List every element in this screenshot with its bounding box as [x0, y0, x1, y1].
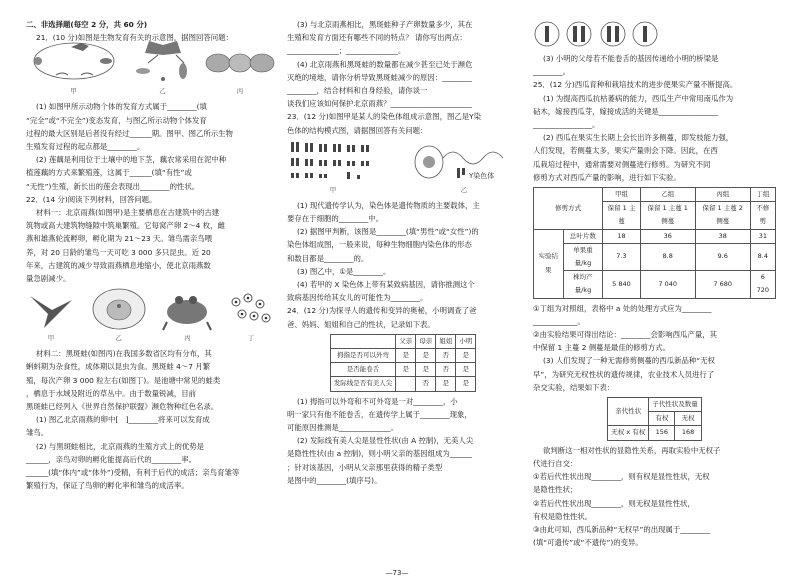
fig-label-ding: 丁 [247, 334, 255, 343]
q23-line: (1) 现代遗传学认为，染色体是遗传物质的主要载体，主 [297, 200, 480, 210]
q23-line: 要存在于细胞的________中。 [287, 214, 384, 224]
q25-line: ①若后代性状出现________，则有权是显性性状，无权 [533, 472, 710, 482]
table-cell: 36 [640, 229, 695, 243]
q22-text-c [287, 18, 519, 110]
table-cell: 否 [416, 377, 436, 391]
fig-label-jia: 甲 [47, 334, 55, 343]
table-cell: 7 040 [640, 271, 695, 298]
table-header-cell: 丁组 [750, 188, 775, 202]
fig-label-bing: 丙 [236, 87, 244, 96]
table-cell: 实验结果 [534, 229, 564, 298]
q23-line: (4) 若甲的 X 染色体上带有某致病基因，请你推测这个 [297, 280, 475, 290]
q22-text-b [26, 347, 276, 492]
q25-line: (1) 为提高西瓜抗枯萎病的能力，西瓜生产中常用南瓜作为 [543, 93, 734, 103]
fig-label-bing: 丙 [184, 334, 191, 343]
y-chromosome-figure [409, 138, 519, 197]
q25-line: 代进行自交： [533, 458, 578, 468]
q24-line: (2) 发际线有美人尖是显性性状(由 A 控制)，无美人尖 [297, 436, 474, 446]
table-cell: 拇指是否可以外弯 [330, 349, 396, 363]
q25-line: 早”，为研究无权性状的遗传规律，农业技术人员进行了 [533, 369, 715, 379]
q21-line: “完全”或“不完全”)变态发育，与图乙所示动物个体发育 [26, 115, 207, 125]
q21-line: “无性”)生殖，新长出的莲会表现出________的性状。 [26, 181, 200, 191]
table-cell: 是 [396, 363, 416, 377]
table-cell: 156 [649, 426, 675, 440]
table-cell: 否 [436, 363, 456, 377]
q23-figure [287, 139, 519, 197]
q25-line: ________________。 [533, 120, 600, 130]
q21-text-b [26, 100, 276, 192]
table-header-cell: 亲代性状 [608, 398, 649, 426]
q22-line: 黑斑蛙已经列入《世界自然保护联盟》濒危物种红色名录。 [26, 402, 219, 412]
table-cell: 6 720 [750, 271, 775, 298]
q22-line: ______________；______________。 [287, 46, 406, 56]
table-cell: 是 [396, 349, 416, 363]
table-header-cell: 无权 [675, 412, 701, 426]
table-cell: 否 [436, 349, 456, 363]
butterfly-life-cycle-figure [128, 37, 198, 98]
table-header-cell: 丙组 [695, 188, 750, 202]
table-cell: 保留 1 主蔓 [603, 202, 640, 229]
q24-line: 明一家只有他不能卷舌，在遗传学上属于________现象， [287, 409, 472, 419]
table-row [608, 398, 701, 412]
q21-line: 21．(10 分)如图是生物发育有关的示意图，据图回答问题： [36, 33, 233, 43]
table-row [534, 229, 776, 243]
q23-intro [287, 110, 519, 136]
q22-line: 雏鸟。 [26, 428, 49, 438]
frog-eggs-figure [226, 288, 276, 345]
q24-line: ________。 [533, 67, 570, 77]
frog-figure [161, 288, 213, 345]
q25-line: 是隐性性状； [533, 485, 578, 495]
q22-line: 殖，每次产卵 3 000 粒左右(如图丁)。是池塘中常见的蛙类 [26, 375, 221, 385]
q23-line: 色体的结构模式图，请据图回答有关问题： [287, 125, 428, 135]
table-cell: 7 680 [695, 271, 750, 298]
q23-line: (2) 据图甲判断，该图是________(填“男性”或“女性”)的 [297, 227, 479, 237]
table-cell: 是 [416, 349, 436, 363]
table-cell: 168 [675, 426, 701, 440]
table-cell: 不修剪 [750, 202, 775, 229]
q25-line: 杂交实验，结果如下表： [533, 382, 615, 392]
fig-label-yi: 乙 [115, 334, 122, 343]
table-cell: 9.6 [695, 243, 750, 270]
pruning-experiment-table [533, 187, 776, 299]
q25-text-a [533, 78, 776, 184]
table-header-cell: 有权 [649, 412, 675, 426]
q22-line: (1) 图乙北京雨燕的卵中[ ]________将来可以发育成 [36, 415, 210, 425]
table-cell: 18 [603, 229, 640, 243]
column-left [26, 18, 276, 492]
q23-line: 和数目都是________的。 [287, 253, 369, 263]
fig-label-jia: 甲 [329, 185, 337, 194]
q22-line: 蝌蚪期为杂食性，成体期以昆虫为食。黑斑蛙 4～7 月繁 [26, 362, 211, 372]
table-header-cell: 小明 [456, 334, 476, 348]
q24-continuation [533, 52, 776, 78]
table-cell: 是 [456, 363, 476, 377]
q24-line: 可能原因推测是______________。 [287, 423, 398, 433]
table-cell: 8.4 [750, 243, 775, 270]
table-cell: 是 [456, 377, 476, 391]
swift-figure [26, 288, 76, 345]
q21-line: 生殖发育过程的起点都是________。 [26, 142, 145, 152]
q25-line: 有权是隐性性状。 [533, 511, 593, 521]
q23-line: (3) 图乙中，①是________。 [297, 266, 391, 276]
table-row [534, 271, 776, 298]
q25-line: ③由此可知，西瓜新品种“无权早”的出现属于________ [533, 524, 710, 534]
q22-line: 材料二：黑斑蛙(如图丙)在我国多数省区均有分布，其 [36, 349, 212, 359]
table-cell: 株均产量/kg [563, 271, 603, 298]
q25-line: 砧木，嫁接西瓜芽，嫁接成活的关键是________________ [533, 106, 718, 116]
q25-line: 欲判断这一相对性状的显隐性关系，再取实验中无权子 [543, 445, 721, 455]
q25-line: 中保留 1 主蔓 2 侧蔓是最佳的修剪方式。 [533, 343, 671, 353]
table-row [534, 188, 776, 202]
q25-text-c [533, 444, 776, 550]
q22-line: ______，亲鸟对卵的孵化能提高后代的________率。 [26, 454, 196, 464]
q24-line: 爸、妈妈、姐姐和自己的性状，记录如下表。 [287, 319, 435, 329]
q22-figure [26, 287, 276, 345]
q22-line: ，栖息于水域及附近的草丛中。由于数量锐减，目前 [26, 388, 196, 398]
table-header-cell [330, 334, 396, 348]
q25-line: 25．(12 分)西瓜育种和栽培技术的进步使果实产量不断提高。 [533, 80, 738, 90]
lotus-root-figure [204, 37, 276, 98]
trait-survey-table [330, 334, 477, 392]
q24-line: 是图中的________(填序号)。 [287, 475, 382, 485]
q25-line: ②由实验结果可得出结论：________会影响西瓜产量，其 [533, 330, 718, 340]
fig-label-yi: 乙 [460, 185, 468, 194]
q22-line: (2) 与黑斑蛙相比，北京雨燕的生殖方式上的优势是 [36, 441, 205, 451]
cross-result-table [607, 397, 701, 441]
q24-line: (1) 拇指可以外弯和不可外弯是一对________，小 [297, 396, 458, 406]
q25-line: 修剪方式对西瓜产量的影响，进行如下实验。 [533, 172, 681, 182]
table-row [330, 349, 476, 363]
table-cell: 是否能卷舌 [330, 363, 396, 377]
q22-line: 生殖和发育方面还有哪些不同的特点？ 请你写出两点： [287, 33, 467, 43]
q25-line: (2) 西瓜在果实生长期上会长出许多侧蔓，即发枝能力强， [543, 133, 734, 143]
table-cell: 总叶片数 [563, 229, 603, 243]
table-cell: 是 [456, 349, 476, 363]
y-chromosome-label: Y染色体 [469, 171, 495, 180]
q23-questions [287, 199, 519, 305]
table-header-cell: 母亲 [416, 334, 436, 348]
q22-line: 年来，古建筑的减少导致雨燕栖息地缩小，使北京雨燕数 [26, 260, 211, 270]
q22-line: 燕和雄燕轮流孵卵，孵化期为 21～23 天。雏鸟需亲鸟喂 [26, 234, 213, 244]
q22-line: 量急剧减少。 [26, 274, 71, 284]
table-cell: 7.3 [603, 243, 640, 270]
table-header-cell: 乙组 [640, 188, 695, 202]
q25-line: 人们发现，若侧蔓太多，果实产量则会下降。因此，在西 [533, 146, 718, 156]
table-row [330, 377, 476, 391]
q22-line: ______(填“体内”或“体外”)受精，有利于后代的成活；亲鸟育雏等 [26, 468, 240, 478]
q22-line: 繁殖行为，保证了鸟卵的孵化率和雏鸟的成活率。 [26, 481, 189, 491]
q25-line: (填“可遗传”或“不遗传”)的变异。 [533, 538, 643, 548]
table-cell: 31 [750, 229, 775, 243]
q24-questions [287, 395, 519, 487]
q24-line: 是隐性性状(由 a 控制)，则小明父亲的基因组成为______ [287, 449, 472, 459]
q22-line: (4) 北京雨燕和黑斑蛙的数量都在减少甚至已处于濒危 [297, 59, 473, 69]
q25-line: 瓜栽培过程中，通常需要对侧蔓进行修剪。为研究不同 [533, 159, 711, 169]
table-header-cell: 甲组 [603, 188, 640, 202]
table-header-cell: 父亲 [396, 334, 416, 348]
table-cell: 是 [436, 377, 456, 391]
q22-text-a [26, 193, 276, 285]
q21-line: 植莲藕的方式来繁殖莲，这属于______(填“有性”或 [26, 168, 192, 178]
table-cell: 5 840 [603, 271, 640, 298]
page-number: —73— [385, 569, 409, 577]
frog-life-cycle-figure [26, 37, 121, 98]
q25-line: ①丁组为对照组，表格中 a 处的处理方式应为________ [533, 303, 712, 313]
q25-line: ____________。 [533, 316, 585, 326]
q22-line: ________，结合材料和自身经验，请你谈一 [287, 86, 428, 96]
q22-line: 22．(14 分)阅读下列材料，回答问题。 [26, 194, 157, 204]
q25-line: ②若后代性状出现________，则无权是显性性状， [533, 498, 695, 508]
table-cell: 单果重量/kg [563, 243, 603, 270]
q24-line: (3) 小明的父母若不能卷舌的基因传递给小明的桥梁是 [543, 54, 719, 63]
q25-line: (3) 人们发现了一种无需修剪侧蔓的西瓜新品种“无权 [543, 356, 715, 366]
q22-line: 养，对 20 日龄的雏鸟一天可吃 3 000 多只昆虫。近 20 [26, 247, 211, 257]
table-cell: 38 [695, 229, 750, 243]
table-cell: 保留 1 主蔓 2 侧蔓 [695, 202, 750, 229]
table-cell: 无权 x 有权 [608, 426, 649, 440]
q24-line: ；针对该基因，小明从父亲那里获得的精子类型 [287, 462, 443, 472]
table-cell: 发际线是否有美人尖 [330, 377, 396, 391]
sperm-chromosome-figure [533, 18, 776, 52]
q24-line: 24．(12 分)为探寻人的遗传和变异的奥秘，小明调查了爸 [287, 306, 477, 316]
q23-line: 致病基因传给其女儿的可能性为________。 [287, 293, 428, 303]
q22-line: 材料一：北京雨燕(如图甲)是主要栖息在古建筑中的古建 [36, 208, 220, 218]
table-row [534, 243, 776, 270]
q25-text-b [533, 302, 776, 394]
table-row [330, 363, 476, 377]
q22-line: 谈我们应该如何保护北京雨燕？______________________ [287, 99, 472, 109]
table-cell: 8.8 [640, 243, 695, 270]
karyotype-figure [287, 138, 379, 197]
q22-line: 筑物或高大建筑物缝隙中筑巢繁殖。它每窝产卵 2～4 枚，雌 [26, 221, 225, 231]
q23-line: 染色体组成图，一般来说，每种生物细胞内染色体的形态 [287, 240, 472, 250]
q24-intro [287, 304, 519, 330]
table-header-cell: 子代性状及数量 [649, 398, 702, 412]
table-cell: 是 [416, 363, 436, 377]
fig-label-jia: 甲 [70, 87, 77, 96]
table-row [608, 426, 701, 440]
bird-egg-figure [89, 286, 149, 345]
q21-figure [26, 46, 276, 98]
table-cell [396, 377, 416, 391]
q22-line: (3) 与北京雨燕相比，黑斑蛙种子产卵数量多少，其在 [297, 20, 473, 29]
column-right [533, 18, 776, 549]
column-middle [287, 18, 519, 487]
q21-line: (1) 如图甲所示动物个体的发育方式属于________(填 [36, 102, 207, 112]
table-cell: 修剪方式 [534, 188, 603, 230]
fig-label-yi: 乙 [159, 87, 166, 96]
table-cell: 保留 1 主蔓 1 侧蔓 [640, 202, 695, 229]
section-title: 二、非选择题(每空 2 分，共 60 分) [26, 20, 148, 29]
q21-line: (2) 莲藕是利用位于土壤中的地下茎，藕农常采用在泥中种 [36, 155, 227, 165]
q22-line: 灭绝的境地，请你分析导致黑斑蛙减少的原因：________ [287, 72, 472, 82]
table-header-row [330, 334, 476, 348]
table-header-cell: 姐姐 [436, 334, 456, 348]
q21-line: 过程的最大区别是后者没有经过______期。图甲、图乙所示生物 [26, 128, 233, 138]
q23-line: 23．(12 分)如图甲是某人的染色体组成示意图，图乙是Y染 [287, 112, 482, 122]
